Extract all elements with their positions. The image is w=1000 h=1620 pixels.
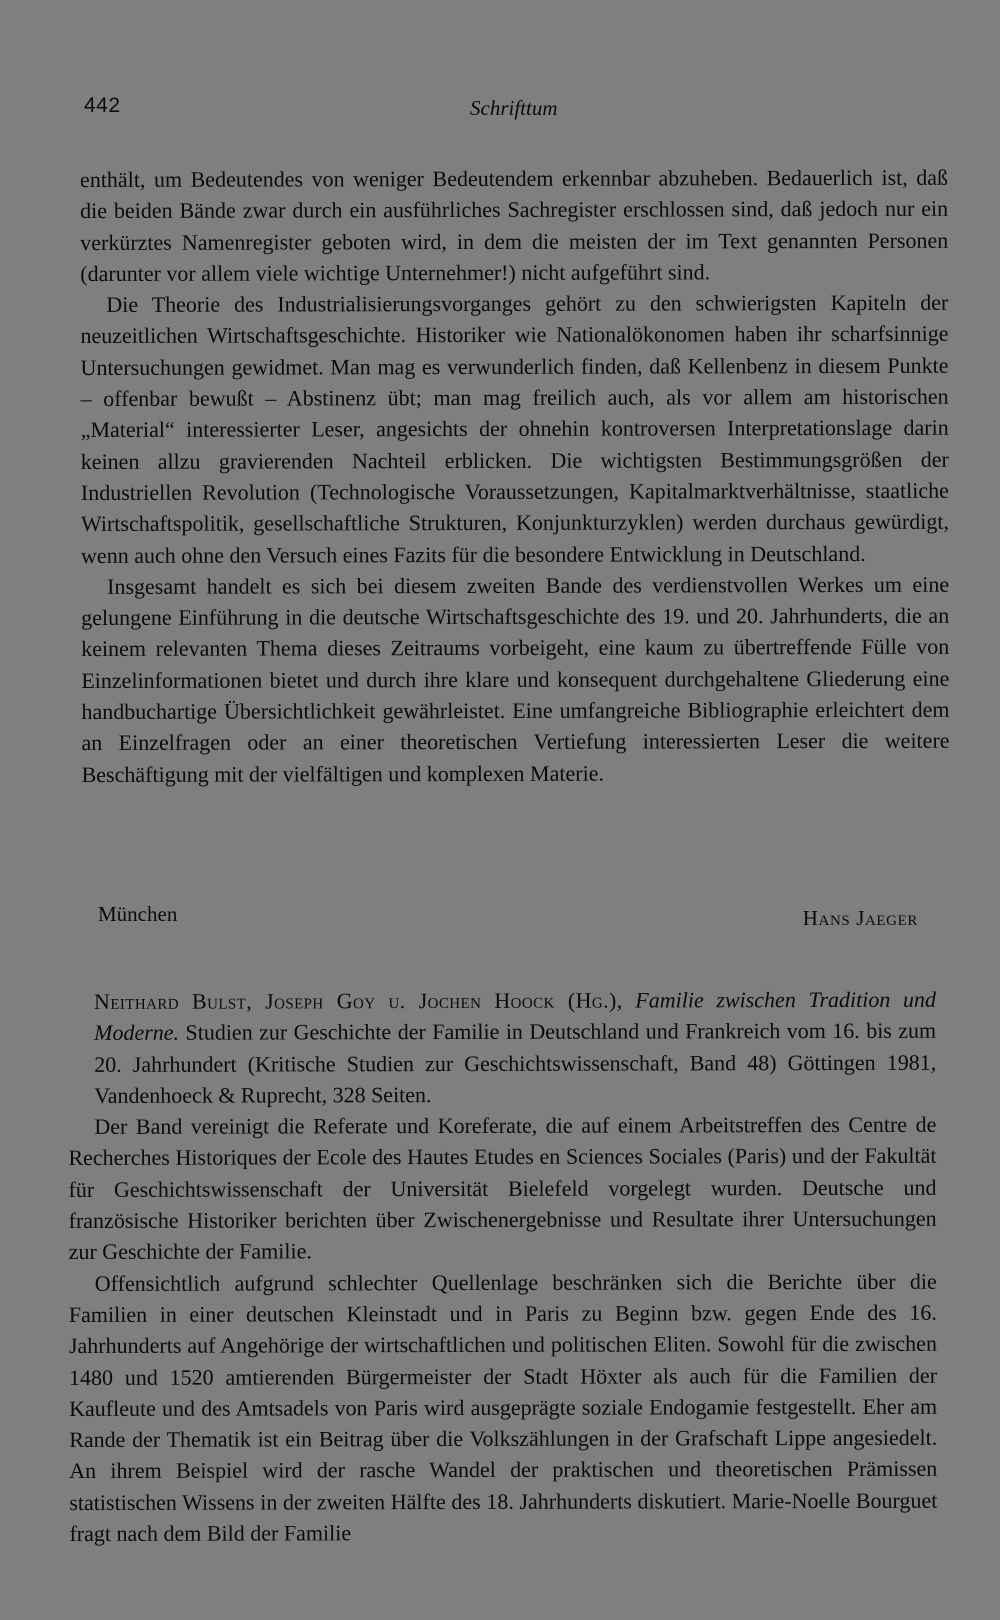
citation-authors: Neithard Bulst, Joseph Goy u. Jochen Hoock (Hg.), (94, 987, 623, 1014)
review-signature (98, 902, 918, 936)
review-continuation (80, 162, 950, 790)
review-paragraph: enthält, um Bedeutendes von weniger Bedeutendem erkennbar abzuheben. Bedauerlich ist, daß die beiden Bände zwar durch ein ausführliches Sachregister erschlossen sind, daß jedoch nur ein verkürztes Namenregister geboten wird, in dem die meisten der im Text genannten Personen (darunter vor allem viele wichtige Unternehmer!) nicht aufgeführt sind. (80, 164, 949, 286)
reviewer-name: Hans Jaeger (802, 906, 918, 930)
page-number: 442 (84, 94, 121, 117)
review-paragraph: Insgesamt handelt es sich bei diesem zweiten Bande des verdienstvollen Werkes um eine gelungene Einführung in die deutsche Wirtschaftsgeschichte des 19. und 20. Jahrhunderts, die an keinem relevanten Thema dieses Zeitraums vorbeigeht, eine kaum zu übertreffende Fülle von Einzelinformationen bietet und durch ihre klare und konsequent durchgehaltene Gliederung eine handbuchartige Übersichtlichkeit gewährleistet. Eine umfangreiche Bibliographie erleichtert dem an Einzelfragen oder an einer theoretischen Vertiefung interessierten Leser die weitere Beschäftigung mit der vielfältigen und komplexen Materie. (81, 571, 950, 787)
review-entry (68, 984, 937, 1550)
citation-details: Studien zur Geschichte der Familie in Deutschland und Frankreich vom 16. bis zum 20. Jahrhundert (Kritische Studien zur Geschichtswissenschaft, Band 48) Göttingen 1981, Vandenhoeck & Ruprecht, 328 Seiten. (94, 1018, 937, 1108)
bibliographic-citation (68, 984, 936, 1111)
review-paragraph: Der Band vereinigt die Referate und Koreferate, die auf einem Arbeitstreffen des Centre de Recherches Historiques der Ecole des Hautes Etudes en Sciences Sociales (Paris) und der Fakultät für Geschichtswissenschaft der Universität Bielefeld vorgelegt wurden. Deutsche und französische Historiker berichten über Zwischenergebnisse und Resultate ihrer Untersuchungen zur Geschichte der Familie. (68, 1111, 937, 1265)
review-place: München (98, 902, 178, 926)
review-paragraph: Die Theorie des Industrialisierungsvorganges gehört zu den schwierigsten Kapiteln der neuzeitlichen Wirtschaftsgeschichte. Historiker wie Nationalökonomen haben ihr scharfsinnige Untersuchungen gewidmet. Man mag es verwunderlich finden, daß Kellenbenz in diesem Punkte – offenbar bewußt – Abstinenz übt; man mag freilich auch, als vor allem am historischen „Material“ interessierter Leser, angesichts der ohnehin kontroversen Interpretationslage darin keinen allzu gravierenden Nachteil erblicken. Die wichtigsten Bestimmungsgrößen der Industriellen Revolution (Technologische Voraussetzungen, Kapitalmarktverhältnisse, staatliche Wirtschaftspolitik, gesellschaftliche Strukturen, Konjunkturzyklen) werden durchaus gewürdigt, wenn auch ohne den Versuch eines Fazits für die besondere Entwicklung in Deutschland. (80, 289, 949, 568)
review-paragraph: Offensichtlich aufgrund schlechter Quellenlage beschränken sich die Berichte über die Familien in einer deutschen Kleinstadt und in Paris zu Beginn bzw. gegen Ende des 16. Jahrhunderts auf Angehörige der wirtschaftlichen und politischen Eliten. Sowohl für die zwischen 1480 und 1520 amtierenden Bürgermeister der Stadt Höxter als auch für die Familien der Kaufleute und des Amtsadels von Paris wird ausgeprägte soziale Endogamie festgestellt. Eher am Rande der Thematik ist ein Beitrag über die Volkszählungen in der Grafschaft Lippe angesiedelt. An ihrem Beispiel wird der rasche Wandel der praktischen und theoretischen Prämissen statistischen Wissens in der zweiten Hälfte des 18. Jahrhunderts diskutiert. Marie-Noelle Bourguet fragt nach dem Bild der Familie (68, 1268, 938, 1547)
running-title: Schrifttum (470, 96, 558, 120)
page-header (0, 92, 1000, 132)
citation-title: Familie zwischen Tradition und Moderne. (94, 986, 937, 1046)
